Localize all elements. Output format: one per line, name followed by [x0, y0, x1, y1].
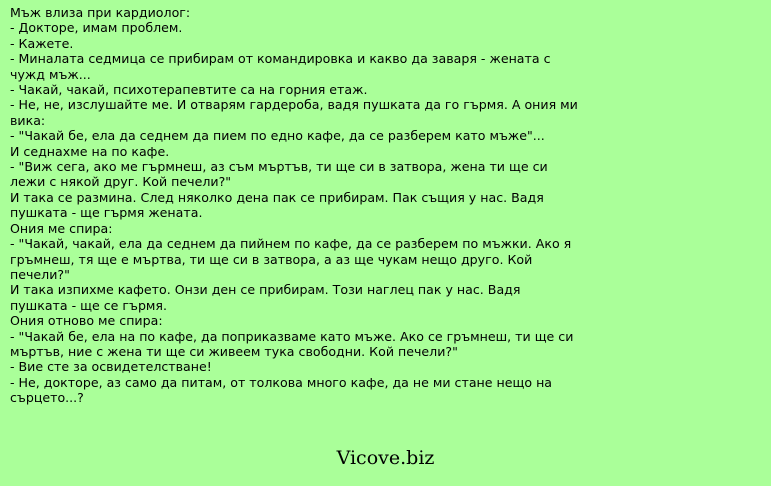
joke-line: - "Чакай, чакай, ела да седнем да пийнем по кафе, да се разберем по мъжки. Ако я гръмнеш, тя ще е мъртва, ти ще си в затвора, а аз ще чукам нещо друго. Кой печели?": [10, 236, 572, 282]
joke-line: - Не, не, изслушайте ме. И отварям гардероба, вадя пушката да го гърмя. А ония ми вика:: [10, 97, 578, 128]
joke-line: - Миналата седмица се прибирам от командировка и какво да заваря - жената с чужд мъж...: [10, 51, 551, 82]
joke-line: - Не, докторе, аз само да питам, от толкова много кафе, да не ми стане нещо на сърцето...?: [10, 374, 553, 406]
joke-line: И така изпихме кафето. Онзи ден се прибирам. Този наглец пак у нас. Вадя пушката - ще се гърмя.: [10, 282, 521, 313]
site-watermark: Vicove.biz: [336, 447, 435, 469]
joke-text: [10, 5, 578, 406]
joke-line: - Докторе, имам проблем.: [10, 20, 183, 36]
joke-line: - Кажете.: [10, 35, 74, 51]
joke-line: - "Чакай бе, ела да седнем да пием по едно кафе, да се разберем като мъже"...: [10, 128, 545, 144]
joke-line: - "Виж сега, ако ме гърмнеш, аз съм мъртъв, ти ще си в затвора, жена ти ще си лежи с някой друг. Кой печели?": [10, 159, 548, 190]
joke-line: Мъж влиза при кардиолог:: [10, 5, 191, 20]
joke-line: - "Чакай бе, ела на по кафе, да поприказваме като мъже. Ако се гръмнеш, ти ще си мъртъв, ние с жена ти ще си живеем тука свободни. Кой печели?": [10, 328, 574, 359]
joke-line: Ония отново ме спира:: [10, 313, 163, 329]
joke-line: Ония ме спира:: [10, 220, 113, 236]
joke-line: И така се размина. След няколко дена пак се прибирам. Пак същия у нас. Вадя пушката - ще гърмя жената.: [10, 189, 544, 221]
joke-line: - Чакай, чакай, психотерапевтите са на горния етаж.: [10, 82, 368, 98]
joke-line: И седнахме на по кафе.: [10, 143, 170, 159]
joke-line: - Вие сте за освидетелстване!: [10, 359, 212, 375]
